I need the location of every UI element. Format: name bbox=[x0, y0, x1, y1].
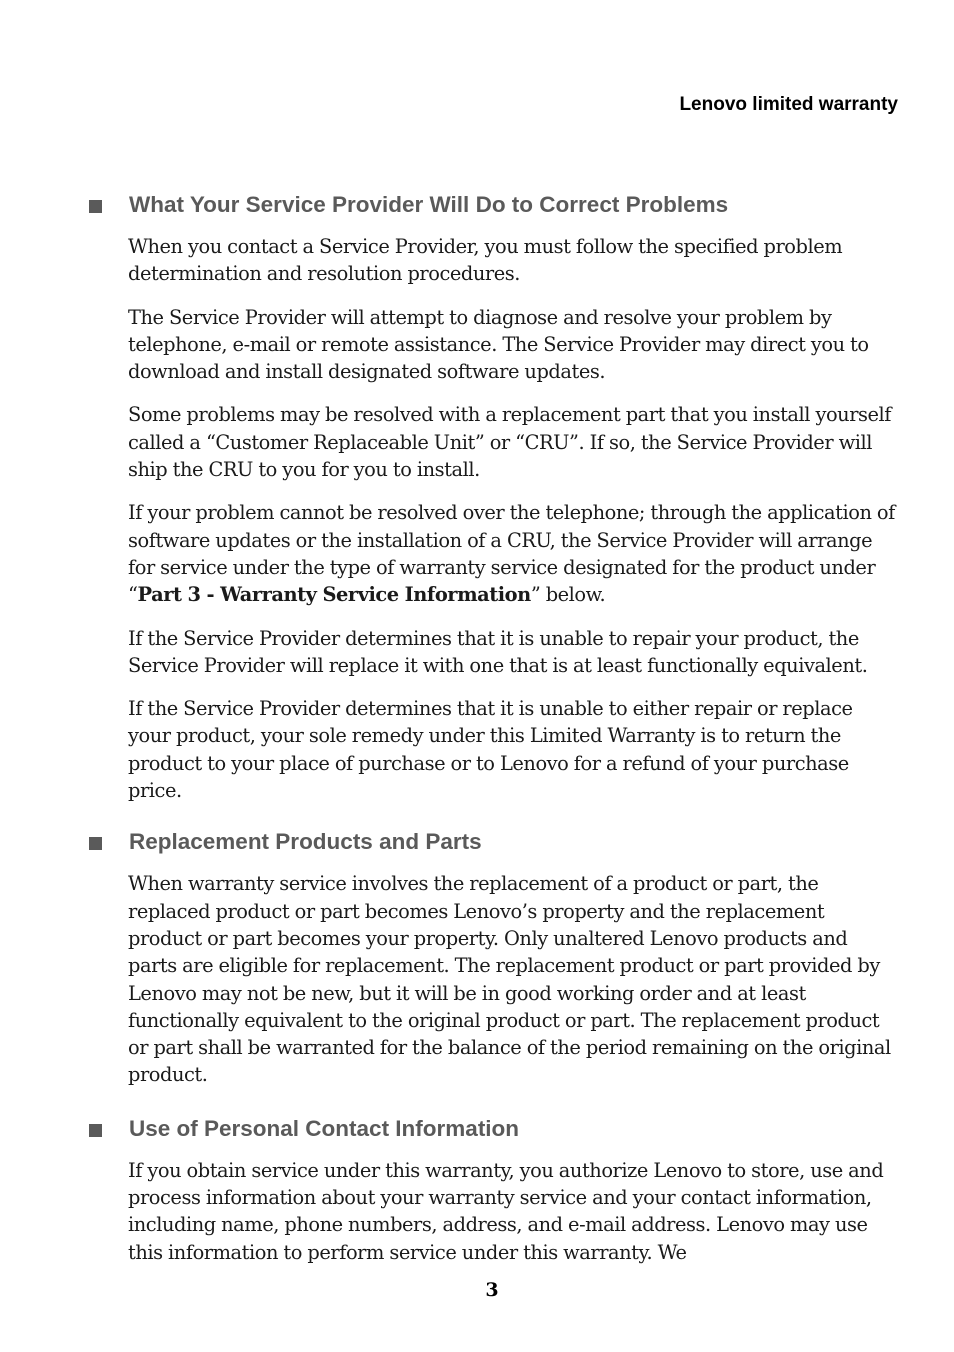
page-content bbox=[0, 190, 954, 1266]
section-heading-text: Use of Personal Contact Information bbox=[129, 1115, 520, 1141]
paragraph: When you contact a Service Provider, you must follow the specified problem determination and resolution procedures. bbox=[128, 235, 843, 286]
running-header: Lenovo limited warranty bbox=[679, 94, 898, 115]
paragraph-text: ” below. bbox=[530, 583, 606, 607]
paragraph: Some problems may be resolved with a replacement part that you install yourself called a “Customer Replaceable Unit” or “CRU”. If so, the Service Provider will ship the CRU to you for you to install. bbox=[128, 403, 892, 482]
section-heading bbox=[0, 1114, 954, 1144]
section-heading bbox=[0, 827, 954, 857]
section-service-provider bbox=[0, 190, 954, 804]
paragraph: When warranty service involves the replacement of a product or part, the replaced product or part becomes Lenovo’s property and the replacement product or part becomes your property. Only unaltered Lenovo products and parts are eligible for replacement. The replacement product or part provided by Lenovo may not be new, but it will be in good working order and at least functionally equivalent to the original product or part. The replacement product or part shall be warranted for the balance of the period remaining on the original product. bbox=[128, 872, 891, 1087]
warranty-part-reference: Part 3 - Warranty Service Information bbox=[137, 583, 531, 607]
section-heading-text: Replacement Products and Parts bbox=[129, 829, 482, 855]
paragraph-text: If your problem cannot be resolved over the telephone; through the application of software updates or the installation of a CRU, the Service Provider will arrange for service under the type of warranty service designated for the product under “ bbox=[128, 501, 895, 607]
paragraph-warranty-reference bbox=[128, 499, 898, 608]
section-replacement-parts bbox=[0, 827, 954, 1088]
page-number: 3 bbox=[485, 1279, 499, 1301]
square-bullet-icon bbox=[89, 1124, 102, 1137]
section-personal-contact bbox=[0, 1114, 954, 1266]
paragraph: If the Service Provider determines that it is unable to either repair or replace your product, your sole remedy under this Limited Warranty is to return the product to your place of purchase or to Lenovo for a refund of your purchase price. bbox=[128, 697, 853, 803]
paragraph: If you obtain service under this warranty, you authorize Lenovo to store, use and process information about your warranty service and your contact information, including name, phone numbers, address, and e-mail address. Lenovo may use this information to perform service under this warranty. We bbox=[128, 1158, 884, 1264]
paragraph: If the Service Provider determines that it is unable to repair your product, the Service Provider will replace it with one that is at least functionally equivalent. bbox=[128, 626, 868, 677]
section-heading bbox=[0, 190, 954, 220]
square-bullet-icon bbox=[89, 200, 102, 213]
section-heading-text: What Your Service Provider Will Do to Correct Problems bbox=[129, 192, 729, 217]
square-bullet-icon bbox=[89, 837, 102, 850]
paragraph: The Service Provider will attempt to diagnose and resolve your problem by telephone, e-mail or remote assistance. The Service Provider may direct you to download and install designated software updates. bbox=[128, 305, 869, 384]
